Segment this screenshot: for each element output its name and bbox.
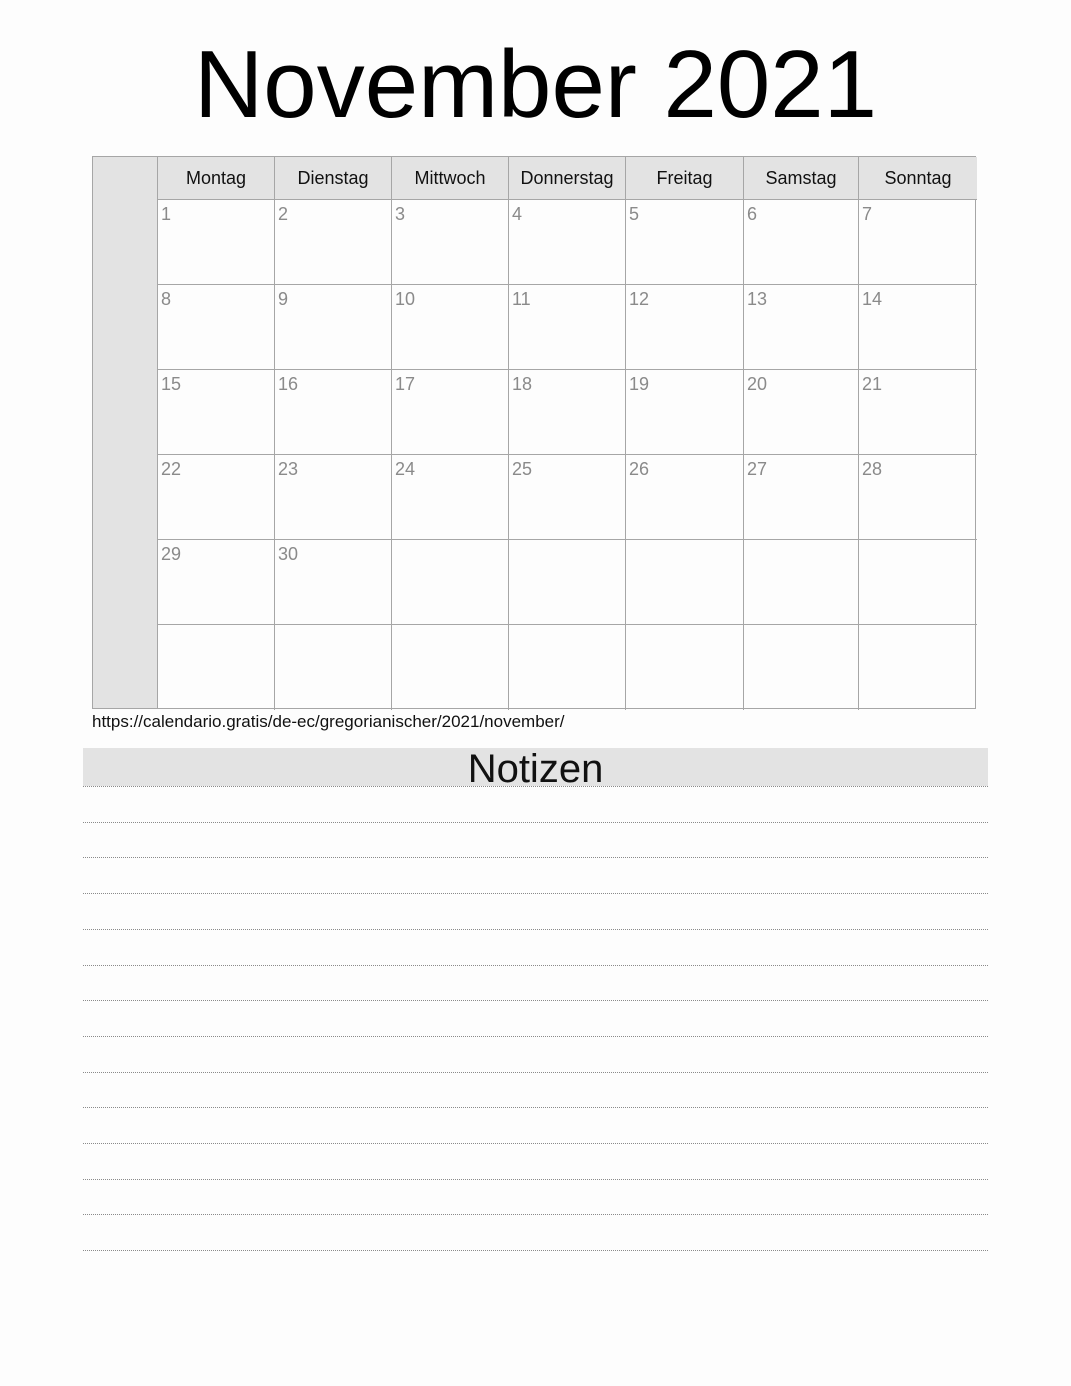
day-cell[interactable] xyxy=(626,370,744,455)
day-number: 15 xyxy=(161,374,182,394)
day-cell[interactable] xyxy=(158,540,275,625)
day-cell[interactable] xyxy=(392,625,509,710)
day-cell[interactable] xyxy=(275,625,392,710)
day-number: 20 xyxy=(747,374,768,394)
day-number: 14 xyxy=(862,289,883,309)
day-cell[interactable] xyxy=(158,200,275,285)
day-cell[interactable] xyxy=(509,625,626,710)
day-number: 18 xyxy=(512,374,533,394)
notes-line[interactable] xyxy=(83,786,988,787)
day-cell[interactable] xyxy=(626,625,744,710)
notes-line[interactable] xyxy=(83,1107,988,1108)
day-cell[interactable] xyxy=(859,285,977,370)
day-cell[interactable] xyxy=(744,455,859,540)
day-cell[interactable] xyxy=(158,370,275,455)
day-number: 13 xyxy=(747,289,768,309)
notes-line[interactable] xyxy=(83,1214,988,1215)
day-number: 25 xyxy=(512,459,533,479)
day-cell[interactable] xyxy=(392,200,509,285)
day-cell[interactable] xyxy=(392,455,509,540)
day-cell[interactable] xyxy=(626,285,744,370)
notes-line[interactable] xyxy=(83,1072,988,1073)
day-cell[interactable] xyxy=(744,540,859,625)
day-cell[interactable] xyxy=(859,200,977,285)
day-number: 3 xyxy=(395,204,406,224)
day-number: 27 xyxy=(747,459,768,479)
day-number: 21 xyxy=(862,374,883,394)
day-cell[interactable] xyxy=(275,370,392,455)
day-cell[interactable] xyxy=(744,285,859,370)
notes-line[interactable] xyxy=(83,1179,988,1180)
calendar-grid xyxy=(92,156,976,709)
day-cell[interactable] xyxy=(275,455,392,540)
day-cell[interactable] xyxy=(859,540,977,625)
page-title: November 2021 xyxy=(193,31,878,138)
weekday-header: Donnerstag xyxy=(509,157,626,200)
weekday-header: Freitag xyxy=(626,157,744,200)
weekday-header: Montag xyxy=(158,157,275,200)
day-cell[interactable] xyxy=(509,370,626,455)
notes-line[interactable] xyxy=(83,1000,988,1001)
day-cell[interactable] xyxy=(158,285,275,370)
day-number: 29 xyxy=(161,544,182,564)
notes-line[interactable] xyxy=(83,1250,988,1251)
day-number: 8 xyxy=(161,289,172,309)
day-cell[interactable] xyxy=(509,540,626,625)
notes-header xyxy=(83,747,988,791)
weekday-header: Mittwoch xyxy=(392,157,509,200)
weekday-header: Sonntag xyxy=(859,157,977,200)
day-number: 5 xyxy=(629,204,640,224)
day-number: 19 xyxy=(629,374,650,394)
day-number: 22 xyxy=(161,459,182,479)
notes-line[interactable] xyxy=(83,1143,988,1144)
day-cell[interactable] xyxy=(859,625,977,710)
day-cell[interactable] xyxy=(509,285,626,370)
notes-line[interactable] xyxy=(83,965,988,966)
day-cell[interactable] xyxy=(158,625,275,710)
day-cell[interactable] xyxy=(275,285,392,370)
day-cell[interactable] xyxy=(509,200,626,285)
day-number: 17 xyxy=(395,374,416,394)
day-number: 30 xyxy=(278,544,299,564)
day-number: 9 xyxy=(278,289,289,309)
day-cell[interactable] xyxy=(158,455,275,540)
day-number: 16 xyxy=(278,374,299,394)
day-number: 26 xyxy=(629,459,650,479)
day-cell[interactable] xyxy=(744,200,859,285)
notes-line[interactable] xyxy=(83,1036,988,1037)
day-number: 11 xyxy=(512,289,531,309)
day-number: 12 xyxy=(629,289,650,309)
day-cell[interactable] xyxy=(626,455,744,540)
source-url[interactable]: https://calendario.gratis/de-ec/gregorianischer/2021/november/ xyxy=(92,712,565,731)
day-cell[interactable] xyxy=(626,540,744,625)
day-cell[interactable] xyxy=(509,455,626,540)
weekday-header: Samstag xyxy=(744,157,859,200)
notes-line[interactable] xyxy=(83,929,988,930)
day-cell[interactable] xyxy=(859,370,977,455)
notes-line[interactable] xyxy=(83,893,988,894)
day-cell[interactable] xyxy=(744,625,859,710)
day-number: 23 xyxy=(278,459,299,479)
day-number: 24 xyxy=(395,459,416,479)
day-number: 2 xyxy=(278,204,289,224)
notes-line[interactable] xyxy=(83,822,988,823)
day-cell[interactable] xyxy=(392,285,509,370)
day-cell[interactable] xyxy=(392,370,509,455)
week-number-column xyxy=(93,157,158,708)
day-cell[interactable] xyxy=(859,455,977,540)
day-cell[interactable] xyxy=(275,200,392,285)
day-number: 1 xyxy=(161,204,172,224)
day-cell[interactable] xyxy=(392,540,509,625)
notes-title: Notizen xyxy=(467,747,604,791)
day-number: 4 xyxy=(512,204,523,224)
day-cell[interactable] xyxy=(744,370,859,455)
day-number: 6 xyxy=(747,204,758,224)
day-number: 7 xyxy=(862,204,873,224)
day-number: 10 xyxy=(395,289,416,309)
weekday-header: Dienstag xyxy=(275,157,392,200)
day-number: 28 xyxy=(862,459,883,479)
day-cell[interactable] xyxy=(626,200,744,285)
day-cell[interactable] xyxy=(275,540,392,625)
notes-line[interactable] xyxy=(83,857,988,858)
